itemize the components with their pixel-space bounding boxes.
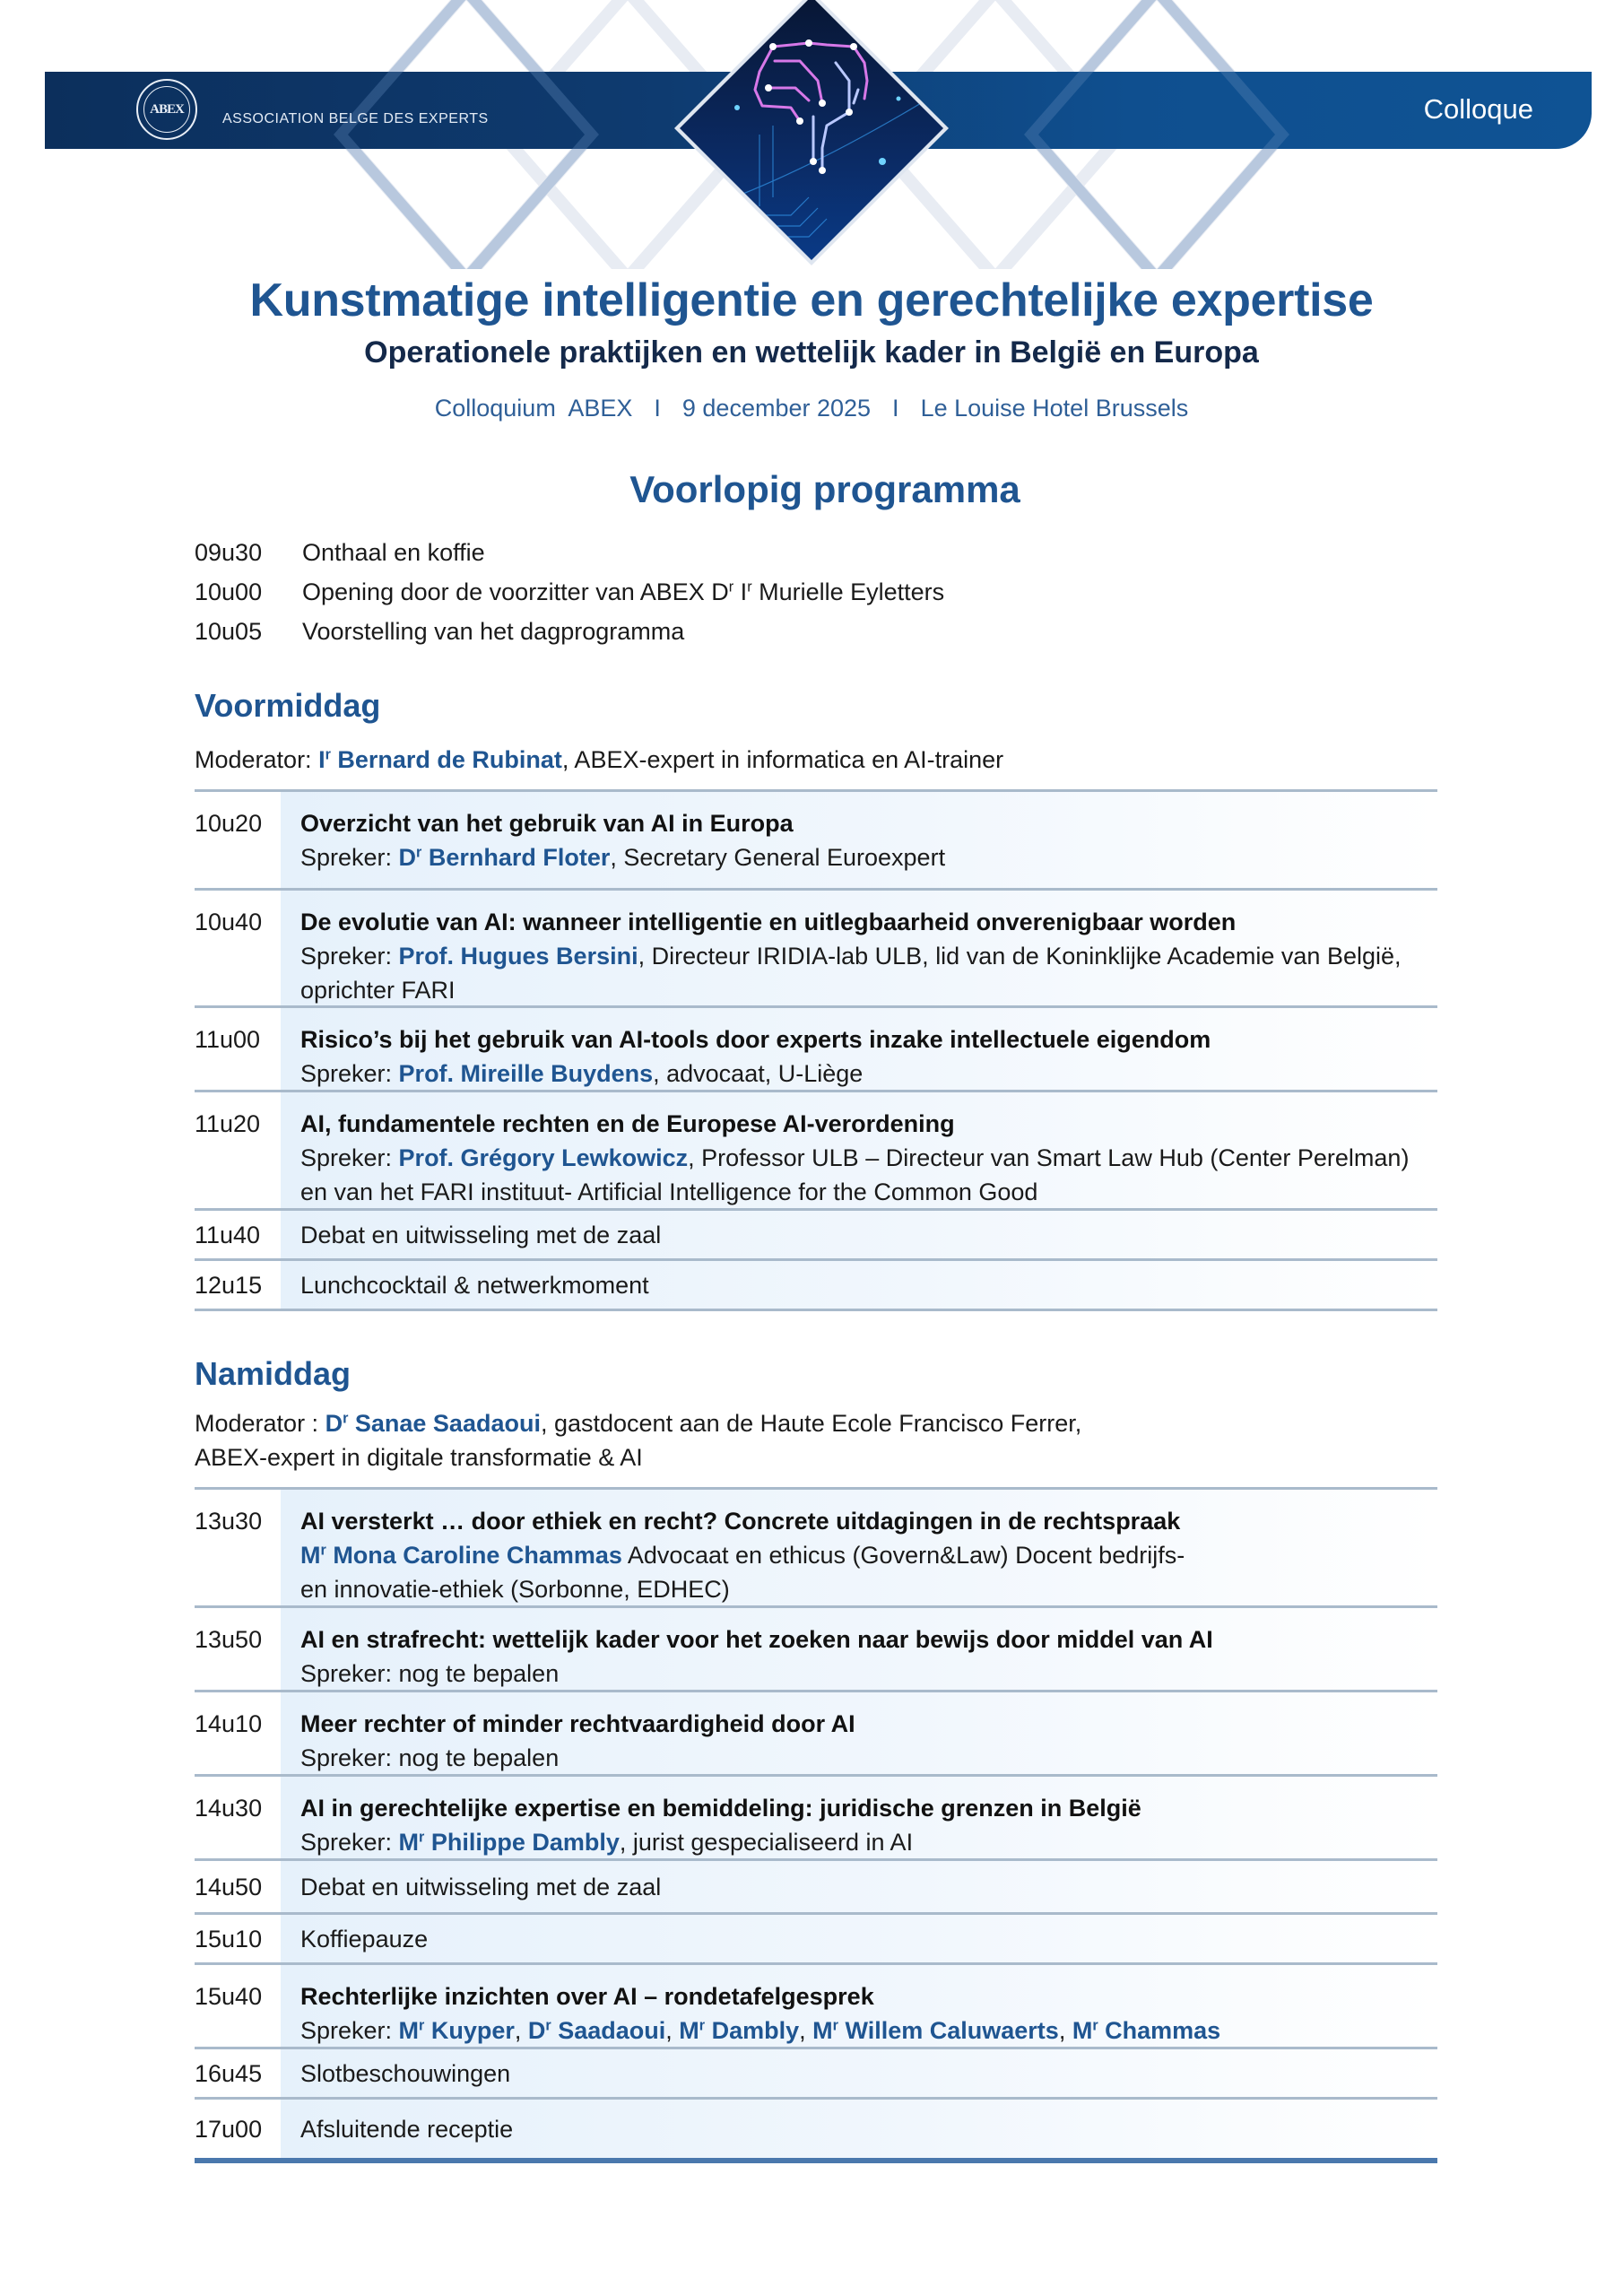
event-name: Colloquium ABEX bbox=[434, 395, 633, 422]
time: 13u50 bbox=[195, 1608, 281, 1690]
time: 11u00 bbox=[195, 1008, 281, 1090]
session-row bbox=[195, 888, 1437, 1005]
ai-brain-diamond-image bbox=[674, 0, 949, 265]
session-title: Overzicht van het gebruik van AI in Europa bbox=[300, 810, 794, 837]
session-row bbox=[195, 789, 1437, 888]
session-row bbox=[195, 1690, 1437, 1774]
time: 14u10 bbox=[195, 1692, 281, 1774]
session-title: AI, fundamentele rechten en de Europese AI-verordening bbox=[300, 1110, 955, 1137]
afternoon-schedule-table bbox=[195, 1487, 1437, 2163]
banner-label-colloque: Colloque bbox=[1423, 93, 1533, 125]
page-title: Kunstmatige intelligentie en gerechtelijke expertise bbox=[249, 274, 1374, 326]
organization-name: ASSOCIATION BELGE DES EXPERTS bbox=[222, 111, 489, 126]
item-text: Voorstelling van het dagprogramma bbox=[302, 617, 685, 645]
session-text: Debat en uitwisseling met de zaal bbox=[281, 1211, 1437, 1258]
session-row bbox=[195, 1208, 1437, 1258]
moderator-morning: Moderator: $I^r$ Bernard de Rubinat, ABEX-expert in informatica en AI-trainer bbox=[195, 746, 1004, 773]
session-row bbox=[195, 1090, 1437, 1208]
session-row bbox=[195, 2097, 1437, 2158]
section-heading-morning: Voormiddag bbox=[195, 687, 381, 724]
time: 14u50 bbox=[195, 1861, 281, 1912]
page-subtitle: Operationele praktijken en wettelijk kader in België en Europa bbox=[364, 335, 1259, 370]
meta-separator: I bbox=[892, 395, 899, 422]
moderator-afternoon: Moderator : $D^r$ Sanae Saadaoui, gastdocent aan de Haute Ecole Francisco Ferrer, ABEX-expert in digitale transformatie & AI bbox=[195, 1410, 1082, 1471]
time: 15u40 bbox=[195, 1965, 281, 2047]
abex-logo-seal bbox=[136, 79, 197, 140]
time: 11u40 bbox=[195, 1211, 281, 1258]
speaker: Spreker: $M^r$ Philippe Dambly, jurist gespecialiseerd in AI bbox=[300, 1829, 914, 1856]
event-date: 9 december 2025 bbox=[681, 395, 872, 422]
time: 17u00 bbox=[195, 2100, 281, 2158]
time: 14u30 bbox=[195, 1777, 281, 1858]
session-title: De evolutie van AI: wanneer intelligentie en uitlegbaarheid onverenigbaar worden bbox=[300, 909, 1237, 935]
session-row bbox=[195, 1912, 1437, 1962]
session-row bbox=[195, 2047, 1437, 2097]
event-venue: Le Louise Hotel Brussels bbox=[920, 395, 1189, 422]
time: 10u40 bbox=[195, 891, 281, 1005]
moderator-name: $D^r$ Sanae Saadaoui bbox=[325, 1410, 541, 1437]
table-end-bar bbox=[195, 2158, 1437, 2163]
time: 11u20 bbox=[195, 1092, 281, 1208]
time: 12u15 bbox=[195, 1261, 281, 1309]
schedule-row bbox=[195, 533, 944, 572]
session-row bbox=[195, 1005, 1437, 1090]
speaker: Spreker: Prof. Mireille Buydens, advocaat, U-Liège bbox=[300, 1060, 864, 1087]
program-heading: Voorlopig programma bbox=[629, 468, 1020, 510]
session-title: AI en strafrecht: wettelijk kader voor het zoeken naar bewijs door middel van AI bbox=[300, 1626, 1213, 1653]
event-meta bbox=[0, 395, 1623, 422]
time: 16u45 bbox=[195, 2049, 281, 2097]
abex-logo-text: ABEX bbox=[143, 86, 190, 133]
morning-schedule-table bbox=[195, 789, 1437, 1311]
speaker: Spreker: $M^r$ Kuyper, $D^r$ Saadaoui, $M^r$ Dambly, $M^r$ Willem Caluwaerts, $M^r$ Chammas bbox=[300, 2017, 1221, 2044]
session-title: Rechterlijke inzichten over AI – rondetafelgesprek bbox=[300, 1983, 874, 2010]
item-text: Onthaal en koffie bbox=[302, 538, 485, 566]
time: 09u30 bbox=[195, 538, 263, 566]
section-heading-afternoon: Namiddag bbox=[195, 1355, 352, 1392]
session-row bbox=[195, 1487, 1437, 1605]
divider bbox=[195, 1309, 1437, 1311]
session-text: Afsluitende receptie bbox=[281, 2100, 1437, 2158]
schedule-row bbox=[195, 572, 944, 612]
session-title: AI in gerechtelijke expertise en bemiddeling: juridische grenzen in België bbox=[300, 1795, 1141, 1822]
item-text: Opening door de voorzitter van ABEX $D^r$ $I^r$ Murielle Eyletters bbox=[302, 578, 945, 605]
session-row bbox=[195, 1962, 1437, 2047]
speaker: Spreker: nog te bepalen bbox=[300, 1660, 560, 1687]
session-row bbox=[195, 1858, 1437, 1912]
session-text: Slotbeschouwingen bbox=[281, 2049, 1437, 2097]
session-title: Meer rechter of minder rechtvaardigheid door AI bbox=[300, 1710, 855, 1737]
session-row bbox=[195, 1605, 1437, 1690]
session-text: Lunchcocktail & netwerkmoment bbox=[281, 1261, 1437, 1309]
time: 13u30 bbox=[195, 1490, 281, 1605]
time: 10u20 bbox=[195, 792, 281, 888]
speaker: Spreker: nog te bepalen bbox=[300, 1744, 560, 1771]
session-row bbox=[195, 1774, 1437, 1858]
session-row bbox=[195, 1258, 1437, 1309]
time: 15u10 bbox=[195, 1915, 281, 1962]
speaker: Spreker: Prof. Grégory Lewkowicz, Professor ULB – Directeur van Smart Law Hub (Center Perelman) en van het FARI instituut- Artificial Intelligence for the Common Good bbox=[300, 1144, 1410, 1205]
speaker: Spreker: Prof. Hugues Bersini, Directeur IRIDIA-lab ULB, lid van de Koninklijke Academie van België, oprichter FARI bbox=[300, 943, 1402, 1004]
time: 10u00 bbox=[195, 578, 263, 605]
session-title: AI versterkt … door ethiek en recht? Concrete uitdagingen in de rechtspraak bbox=[300, 1508, 1181, 1535]
moderator-name: $I^r$ Bernard de Rubinat bbox=[318, 746, 562, 773]
speaker: $M^r$ Mona Caroline Chammas Advocaat en ethicus (Govern&Law) Docent bedrijfs- en innovatie-ethiek (Sorbonne, EDHEC) bbox=[300, 1542, 1185, 1603]
intro-schedule bbox=[195, 533, 944, 651]
speaker: Spreker: $D^r$ Bernhard Floter, Secretary General Euroexpert bbox=[300, 844, 946, 871]
session-title: Risico’s bij het gebruik van AI-tools door experts inzake intellectuele eigendom bbox=[300, 1026, 1211, 1053]
schedule-row bbox=[195, 612, 944, 651]
session-text: Debat en uitwisseling met de zaal bbox=[281, 1861, 1437, 1912]
time: 10u05 bbox=[195, 617, 263, 645]
meta-separator: I bbox=[654, 395, 661, 422]
session-text: Koffiepauze bbox=[281, 1915, 1437, 1962]
